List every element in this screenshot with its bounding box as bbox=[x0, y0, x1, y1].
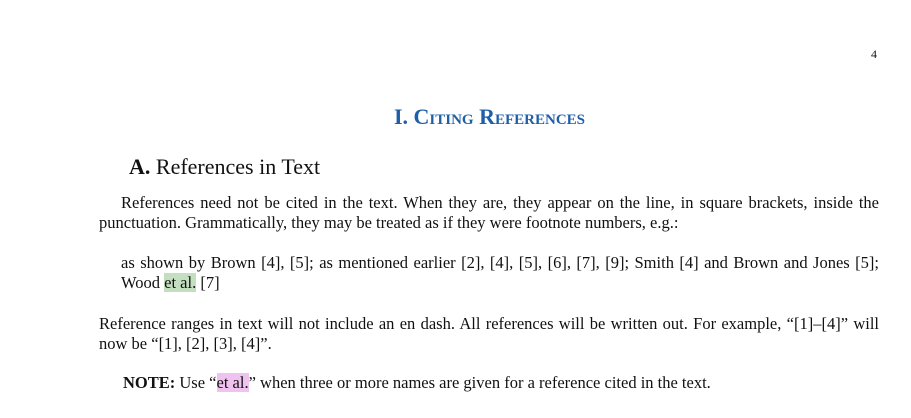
highlight-et-al-green: et al. bbox=[164, 273, 197, 292]
note-label: NOTE: bbox=[123, 373, 176, 392]
note-text-end: ” when three or more names are given for a reference cited in the text. bbox=[248, 373, 711, 392]
body-paragraph-intro: References need not be cited in the text. When they are, they appear on the line, in square brackets, inside the punctuation. Grammatically, they may be treated as if they were footnote numbers, e.g.: bbox=[99, 193, 879, 232]
section-numeral: I. bbox=[393, 104, 409, 129]
example-text-end: [7] bbox=[196, 273, 220, 292]
example-text: as shown by Brown [4], [5]; as mentioned earlier [2], [4], [5], [6], [7], [9]; Smith [4] and Brown and Jones [5]; Wood bbox=[121, 253, 879, 292]
note-paragraph bbox=[123, 373, 879, 393]
section-title-text: Citing References bbox=[413, 104, 586, 129]
subsection-title-text: References in Text bbox=[155, 154, 321, 179]
subsection-letter: A. bbox=[129, 154, 151, 179]
body-paragraph-ranges: Reference ranges in text will not include an en dash. All references will be written out. For example, “[1]–[4]” will now be “[1], [2], [3], [4]”. bbox=[99, 314, 879, 353]
section-heading bbox=[0, 104, 911, 130]
page-number: 4 bbox=[871, 47, 877, 61]
subsection-heading bbox=[129, 154, 320, 180]
note-text: Use “ bbox=[175, 373, 217, 392]
citation-example bbox=[121, 253, 879, 293]
highlight-et-al-pink: et al. bbox=[216, 373, 249, 392]
